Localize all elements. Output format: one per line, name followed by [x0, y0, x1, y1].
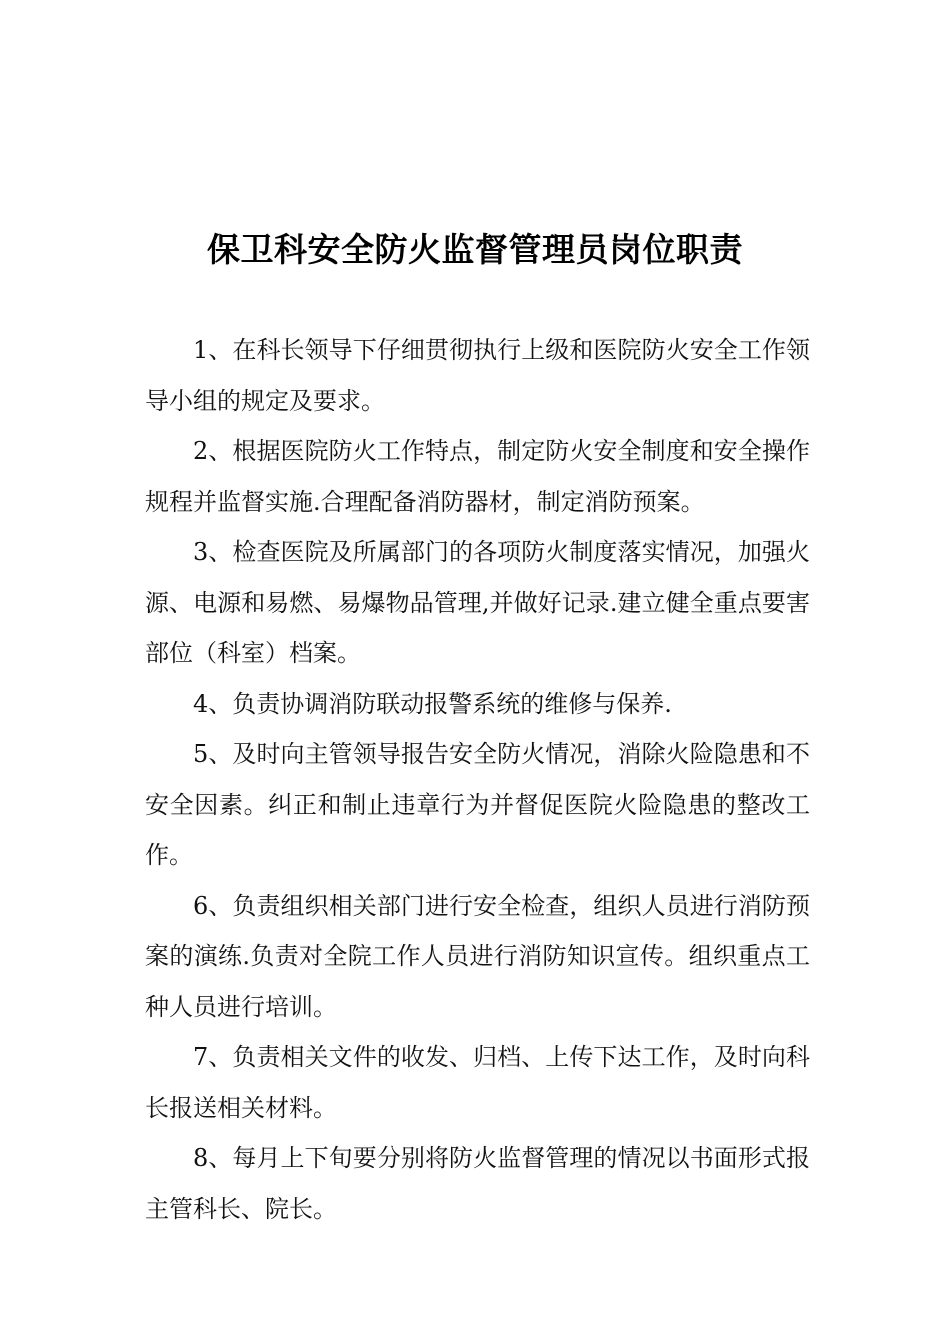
duty-item-5: 5、及时向主管领导报告安全防火情况，消除火险隐患和不安全因素。纠正和制止违章行为并督促医院火险隐患的整改工作。	[145, 740, 810, 869]
document-title: 保卫科安全防火监督管理员岗位职责	[207, 230, 743, 269]
duty-item-7: 7、负责相关文件的收发、归档、上传下达工作，及时向科长报送相关材料。	[145, 1043, 810, 1122]
duty-item-6: 6、负责组织相关部门进行安全检查，组织人员进行消防预案的演练.负责对全院工作人员进行消防知识宣传。组织重点工种人员进行培训。	[145, 891, 810, 1021]
duty-item-2: 2、根据医院防火工作特点，制定防火安全制度和安全操作规程并监督实施.合理配备消防器材，制定消防预案。	[145, 437, 810, 516]
duty-item-8: 8、每月上下旬要分别将防火监督管理的情况以书面形式报主管科长、院长。	[145, 1144, 810, 1223]
duty-item-4: 4、负责协调消防联动报警系统的维修与保养.	[193, 689, 672, 718]
duty-item-1: 1、在科长领导下仔细贯彻执行上级和医院防火安全工作领导小组的规定及要求。	[145, 336, 810, 415]
document-body	[145, 325, 810, 1234]
duty-item-3: 3、检查医院及所属部门的各项防火制度落实情况，加强火源、电源和易燃、易爆物品管理,并做好记录.建立健全重点要害部位（科室）档案。	[145, 538, 810, 667]
